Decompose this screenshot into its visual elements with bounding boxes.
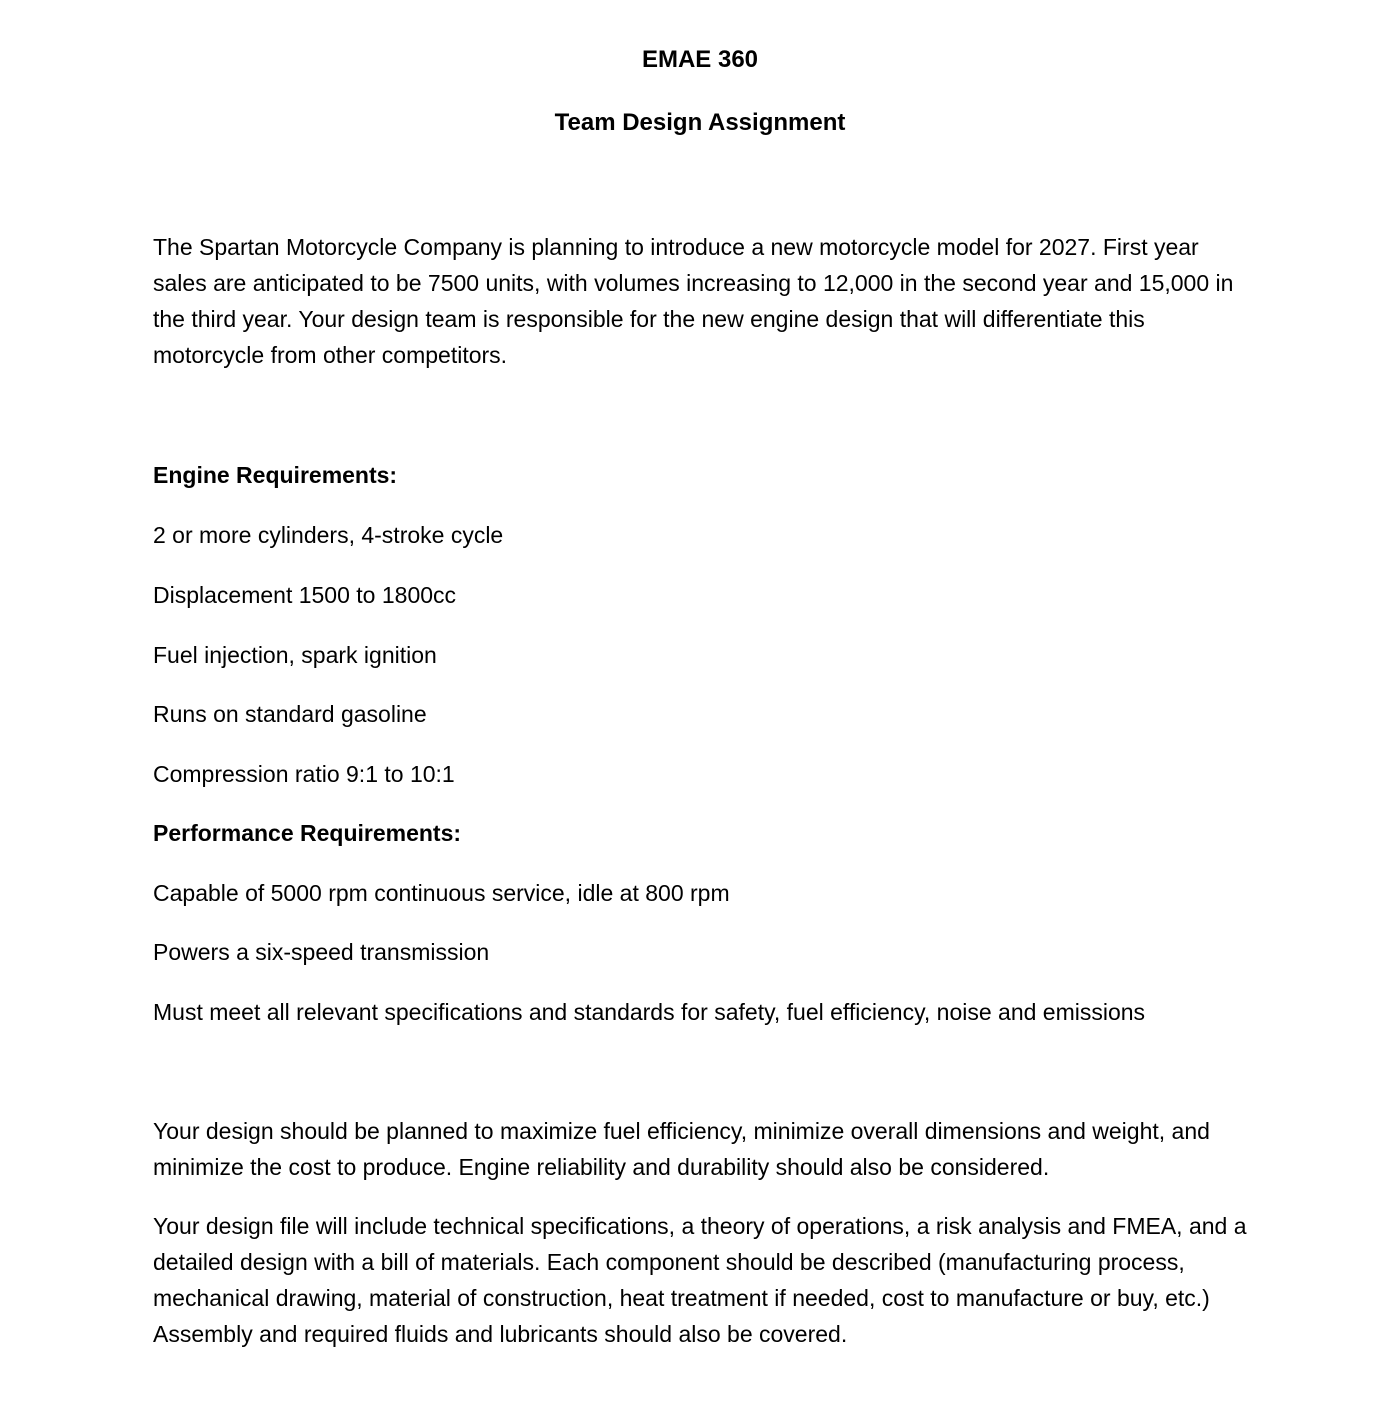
performance-requirement-item: Capable of 5000 rpm continuous service, idle at 800 rpm <box>153 880 730 906</box>
engine-requirement-item: Runs on standard gasoline <box>153 701 427 727</box>
engine-requirement-item: 2 or more cylinders, 4-stroke cycle <box>153 522 504 548</box>
performance-requirement-item: Must meet all relevant specifications and standards for safety, fuel efficiency, noise and emissions <box>153 999 1146 1025</box>
engine-requirement-item: Displacement 1500 to 1800cc <box>153 582 457 608</box>
engine-requirement-item: Fuel injection, spark ignition <box>153 642 437 668</box>
performance-requirements-heading: Performance Requirements: <box>153 820 462 846</box>
engine-requirement-item: Compression ratio 9:1 to 10:1 <box>153 761 455 787</box>
course-code-heading: EMAE 360 <box>641 46 759 73</box>
assignment-title-heading: Team Design Assignment <box>554 109 846 136</box>
performance-requirement-item: Powers a six-speed transmission <box>153 939 490 965</box>
intro-paragraph: The Spartan Motorcycle Company is planning to introduce a new motorcycle model for 2027. First year sales are anticipated to be 7500 units, with volumes increasing to 12,000 in the second year and 15,000 in the third year. Your design team is responsible for the new engine design that will differentiate this motorcycle from other competitors. <box>153 234 1234 368</box>
design-file-paragraph: Your design file will include technical specifications, a theory of operations, a risk analysis and FMEA, and a detailed design with a bill of materials. Each component should be described (manufacturing process, mechanical drawing, material of construction, heat treatment if needed, cost to manufacture or buy, etc.) Assembly and required fluids and lubricants should also be covered. <box>153 1213 1247 1347</box>
engine-requirements-heading: Engine Requirements: <box>153 462 398 488</box>
design-goals-paragraph: Your design should be planned to maximize fuel efficiency, minimize overall dimensions and weight, and minimize the cost to produce. Engine reliability and durability should also be considered. <box>153 1118 1210 1180</box>
